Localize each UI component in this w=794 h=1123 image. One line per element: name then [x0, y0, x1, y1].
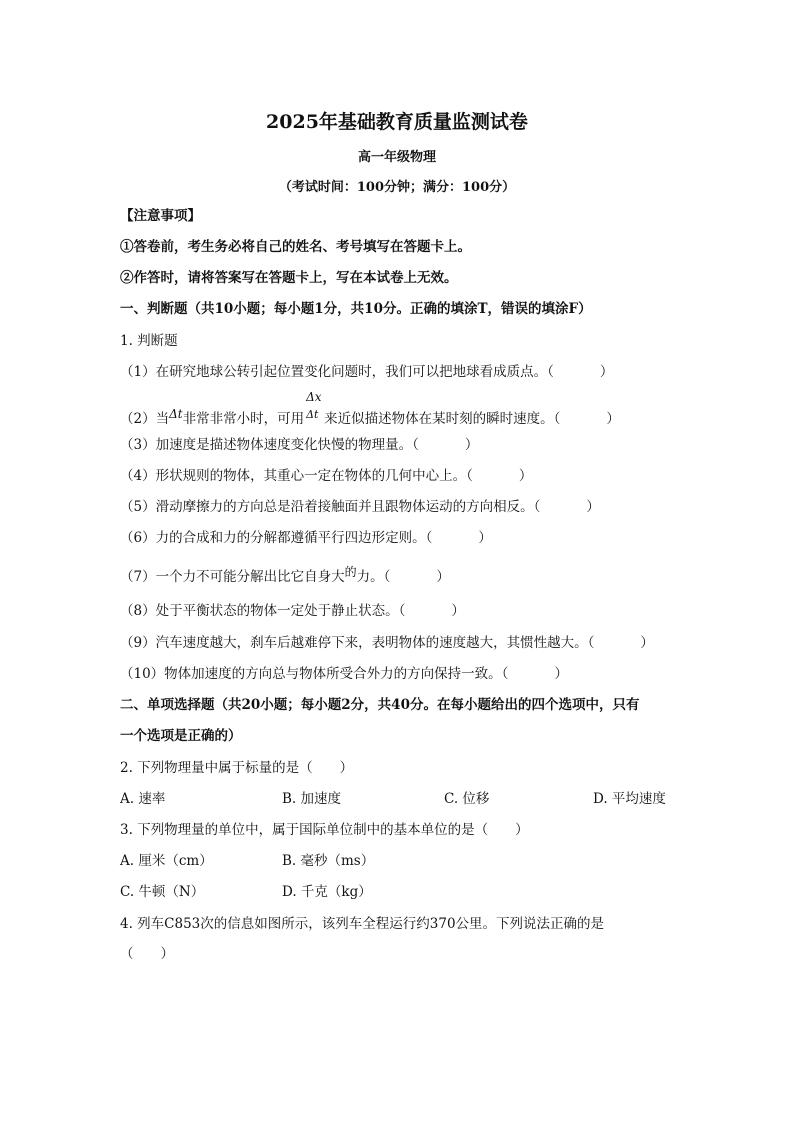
notice-item-2: ②作答时，请将答案写在答题卡上，写在本试卷上无效。 — [120, 270, 458, 286]
velocity-fraction — [306, 390, 322, 429]
close-paren: ） — [478, 530, 492, 546]
q2-option-b: B. 加速度 — [282, 791, 342, 807]
q2-option-d: D. 平均速度 — [593, 791, 666, 807]
close-paren: ） — [518, 468, 533, 484]
q2-option-c: C. 位移 — [444, 791, 490, 807]
section1-heading: 一、判断题（共10小题；每小题1分，共10分。正确的填涂T，错误的填涂F） — [120, 301, 592, 317]
judge-item-9 — [120, 633, 654, 653]
judge-item-text: （7）一个力不可能分解出比它自身大 — [120, 569, 345, 585]
q3-option-b: B. 毫秒（ms） — [282, 853, 375, 869]
close-paren: ） — [606, 411, 620, 427]
q3-option-d: D. 千克（kg） — [282, 884, 372, 900]
delta-t-symbol: Δt — [169, 407, 183, 421]
section2-heading-cont: 一个选项是正确的） — [120, 728, 242, 744]
judge-item-text: （2）当 — [120, 411, 170, 427]
question-4-paren: （ ） — [120, 946, 174, 962]
exam-subtitle: 高一年级物理 — [357, 150, 436, 165]
judge-item-10 — [120, 664, 568, 684]
judge-item-text: （9）汽车速度越大，刹车后越难停下来，表明物体的速度越大，其惯性越大。（ — [120, 635, 595, 651]
question-3-stem: 3. 下列物理量的单位中，属于国际单位制中的基本单位的是（ ） — [120, 822, 529, 838]
q3-option-a: A. 厘米（cm） — [120, 853, 213, 869]
notice-item-1: ①答卷前，考生务必将自己的姓名、考号填写在答题卡上。 — [120, 239, 471, 255]
q3-option-c: C. 牛顿（N） — [120, 884, 205, 900]
judge-item-8 — [120, 601, 465, 621]
fraction-numerator: Δx — [306, 390, 322, 404]
close-paren: ） — [599, 364, 614, 380]
judge-item-text: 来近似描述物体在某时刻的瞬时速度。（ — [324, 411, 561, 427]
close-paren: ） — [586, 499, 600, 515]
close-paren: ） — [554, 666, 568, 682]
judge-item-2 — [120, 390, 620, 429]
question-1-label: 1. 判断题 — [120, 333, 178, 349]
judge-item-3 — [120, 435, 478, 455]
close-paren: ） — [464, 437, 479, 453]
judge-item-7 — [120, 567, 450, 587]
exam-info: （考试时间：100分钟；满分：100分） — [278, 180, 516, 195]
judge-item-4 — [120, 466, 532, 486]
judge-item-text: 非常非常小时，可用 — [182, 411, 305, 427]
judge-item-text: 的 — [344, 565, 357, 579]
close-paren: ） — [436, 569, 450, 585]
judge-item-text: 力。（ — [356, 569, 391, 585]
exam-title: 2025年基础教育质量监测试卷 — [266, 111, 528, 133]
close-paren: ） — [640, 635, 654, 651]
judge-item-6 — [120, 528, 492, 548]
judge-item-text: （6）力的合成和力的分解都遵循平行四边形定则。（ — [120, 530, 433, 546]
question-4-stem: 4. 列车C853次的信息如图所示，该列车全程运行约370公里。下列说法正确的是 — [120, 916, 605, 932]
section2-heading: 二、单项选择题（共20小题；每小题2分，共40分。在每小题给出的四个选项中，只有 — [120, 697, 640, 713]
judge-item-text: （1）在研究地球公转引起位置变化问题时，我们可以把地球看成质点。（ — [120, 364, 554, 380]
fraction-denominator: Δt — [306, 408, 319, 421]
question-2-stem: 2. 下列物理量中属于标量的是（ ） — [120, 760, 354, 776]
judge-item-text: （8）处于平衡状态的物体一定处于静止状态。（ — [120, 603, 406, 619]
judge-item-text: （4）形状规则的物体，其重心一定在物体的几何中心上。（ — [120, 468, 473, 484]
notice-heading: 【注意事项】 — [120, 208, 201, 224]
judge-item-text: （10）物体加速度的方向总与物体所受合外力的方向保持一致。（ — [120, 666, 509, 682]
judge-item-text: （3）加速度是描述物体速度变化快慢的物理量。（ — [120, 437, 419, 453]
q2-option-a: A. 速率 — [120, 791, 166, 807]
close-paren: ） — [451, 603, 465, 619]
judge-item-5 — [120, 497, 600, 517]
judge-item-text: （5）滑动摩擦力的方向总是沿着接触面并且跟物体运动的方向相反。（ — [120, 499, 541, 515]
judge-item-1 — [120, 362, 613, 382]
